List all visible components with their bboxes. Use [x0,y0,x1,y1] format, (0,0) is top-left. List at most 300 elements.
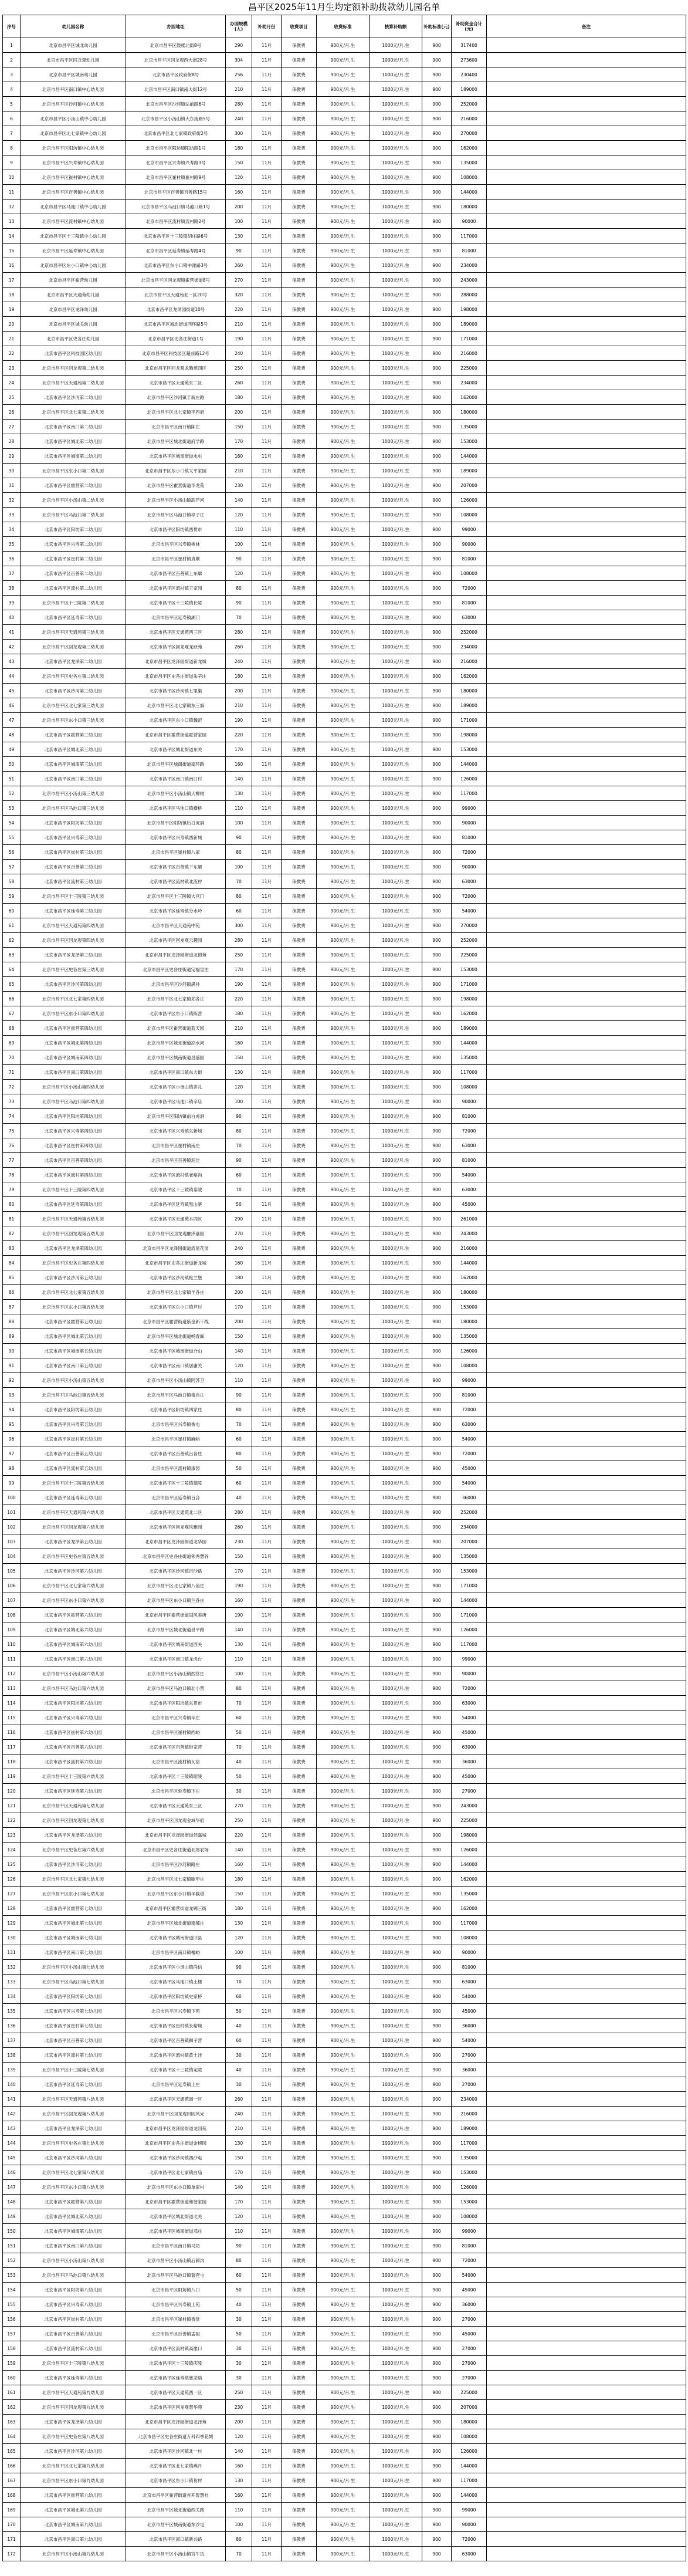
table-cell: 1000元/月.生 [370,1226,422,1241]
table-row [3,1021,686,1036]
table-cell: 北京市昌平区回龙观云趣园 [126,933,226,948]
table-cell: 900 [422,346,452,361]
table-cell: 北京市昌平区十三陵镇大宫门 [126,889,226,904]
table-cell: 162000 [452,669,487,684]
table-cell: 71 [3,1065,21,1080]
table-cell: 1000元/月.生 [370,2180,422,2195]
table-row [3,522,686,537]
table-cell: 13 [3,214,21,229]
table-cell: 9 [3,155,21,170]
table-cell: 北京市昌平区天通苑第八幼儿园 [21,2092,126,2107]
table-cell [487,2165,686,2180]
table-cell: 11月 [252,1843,282,1857]
table-cell: 北京市昌平区崔村第二幼儿园 [21,552,126,566]
table-cell: 11月 [252,2429,282,2444]
table-cell: 保教费 [282,816,317,830]
table-cell: 11月 [252,2048,282,2063]
table-cell [487,111,686,126]
table-cell: 保教费 [282,2121,317,2136]
table-cell: 北京市昌平区北七家第三幼儿园 [21,698,126,713]
table-cell: 北京市昌平区天通苑第四幼儿园 [21,918,126,933]
table-cell: 保教费 [282,1828,317,1843]
table-cell: 900元/月.生 [317,1080,370,1094]
table-cell: 60 [226,1168,252,1182]
table-cell: 北京市昌平区史各庄街道领秀慧谷 [126,1549,226,1564]
table-cell: 900元/月.生 [317,1124,370,1138]
table-cell [487,2488,686,2503]
table-cell: 11月 [252,2136,282,2151]
table-cell: 50 [226,1461,252,1476]
table-cell: 230 [226,478,252,493]
table-cell: 180 [226,390,252,405]
table-cell: 280 [226,625,252,640]
table-cell: 11月 [252,1300,282,1314]
table-cell: 144000 [452,449,487,464]
table-cell: 1000元/月.生 [370,1813,422,1828]
table-cell: 900元/月.生 [317,1109,370,1124]
table-cell: 1000元/月.生 [370,2107,422,2121]
table-cell: 1000元/月.生 [370,1168,422,1182]
table-cell: 900 [422,1696,452,1710]
table-cell: 1000元/月.生 [370,405,422,420]
table-cell: 11月 [252,640,282,654]
table-cell: 900 [422,2473,452,2488]
table-cell: 160 [226,1036,252,1050]
table-cell: 1000元/月.生 [370,772,422,786]
table-cell: 11月 [252,214,282,229]
table-cell: 1000元/月.生 [370,97,422,111]
table-cell: 11月 [252,229,282,244]
table-cell: 1000元/月.生 [370,1740,422,1754]
table-cell: 11月 [252,2151,282,2165]
table-cell [487,2004,686,2019]
table-cell: 北京市昌平区延寿第五幼儿园 [21,1490,126,1505]
table-cell: 保教费 [282,904,317,918]
table-cell: 900元/月.生 [317,2385,370,2400]
table-cell: 144000 [452,1036,487,1050]
table-cell: 50 [226,1197,252,1212]
table-cell: 900元/月.生 [317,669,370,684]
table-cell: 保教费 [282,977,317,992]
table-cell: 900 [422,596,452,610]
table-row [3,126,686,141]
table-cell: 900 [422,2209,452,2224]
table-cell: 保教费 [282,258,317,273]
table-cell: 保教费 [282,1490,317,1505]
table-cell: 900元/月.生 [317,2121,370,2136]
table-cell: 1000元/月.生 [370,1373,422,1388]
table-cell: 900 [422,1388,452,1402]
table-cell: 保教费 [282,1256,317,1270]
table-cell: 北京市昌平区史各庄街道新龙城 [126,1256,226,1270]
table-row [3,67,686,82]
table-cell: 北京市昌平区阳坊镇阳坊路1号 [126,141,226,155]
table-cell: 900元/月.生 [317,2107,370,2121]
table-cell: 北京市昌平区龙泽第五幼儿园 [21,1534,126,1549]
table-cell: 1000元/月.生 [370,2268,422,2283]
table-cell: 1000元/月.生 [370,346,422,361]
table-cell [487,1931,686,1945]
table-cell: 保教费 [282,933,317,948]
table-cell: 63000 [452,1740,487,1754]
table-cell [487,1256,686,1270]
table-cell: 1000元/月.生 [370,1432,422,1446]
table-cell: 900元/月.生 [317,1754,370,1769]
table-cell: 北京市昌平区兴寿第四幼儿园 [21,1124,126,1138]
table-cell: 11月 [252,1872,282,1887]
table-cell: 110 [226,1373,252,1388]
table-cell: 北京市昌平区史各庄街道朱辛庄 [126,669,226,684]
table-cell: 11月 [252,581,282,596]
table-cell: 900元/月.生 [317,2239,370,2253]
table-cell: 900 [422,2033,452,2048]
table-row [3,1916,686,1931]
table-cell: 11月 [252,1241,282,1256]
table-cell: 23 [3,361,21,376]
table-cell: 北京市昌平区龙泽园街道龙回苑 [126,2121,226,2136]
table-cell: 北京市昌平区城北街道北关 [126,2209,226,2224]
table-row [3,288,686,302]
table-cell: 153000 [452,2195,487,2209]
table-cell: 1000元/月.生 [370,1505,422,1520]
table-cell: 900 [422,1872,452,1887]
table-cell: 900元/月.生 [317,1564,370,1578]
table-cell: 保教费 [282,801,317,816]
table-cell: 保教费 [282,992,317,1006]
column-header: 办园地址 [126,15,226,38]
table-cell: 1000元/月.生 [370,1490,422,1505]
table-cell: 900元/月.生 [317,53,370,67]
table-cell: 11月 [252,1080,282,1094]
table-cell: 120 [226,508,252,522]
table-cell [487,2547,686,2561]
table-cell [487,2327,686,2341]
table-cell: 1000元/月.生 [370,1681,422,1696]
table-cell: 98 [3,1461,21,1476]
table-cell: 北京市昌平区北七家镇八仙庄 [126,1578,226,1593]
table-row [3,1564,686,1578]
table-cell: 1000元/月.生 [370,1931,422,1945]
table-cell: 北京市昌平区霍营第四幼儿园 [21,1021,126,1036]
table-cell: 北京市昌平区史各庄街道1号 [126,332,226,346]
table-cell: 109 [3,1622,21,1637]
table-cell: 900 [422,1065,452,1080]
table-cell: 1000元/月.生 [370,2517,422,2532]
table-cell: 900元/月.生 [317,1138,370,1153]
table-cell: 11月 [252,977,282,992]
table-cell: 北京市昌平区百善镇泥洼 [126,1153,226,1168]
table-cell: 北京市昌平区十三陵第八幼儿园 [21,2356,126,2371]
table-cell: 189000 [452,2121,487,2136]
table-cell: 北京市昌平区兴寿镇下苑 [126,2004,226,2019]
table-cell: 北京市昌平区霍营第三幼儿园 [21,728,126,742]
table-cell: 900元/月.生 [317,1006,370,1021]
table-cell: 1000元/月.生 [370,2532,422,2547]
table-cell: 105 [3,1564,21,1578]
table-cell: 252000 [452,625,487,640]
table-cell: 153000 [452,742,487,757]
table-cell [487,185,686,200]
table-cell: 45000 [452,2283,487,2297]
table-cell: 北京市昌平区北七家第四幼儿园 [21,992,126,1006]
table-cell: 900元/月.生 [317,1784,370,1799]
table-row [3,2473,686,2488]
table-cell: 900元/月.生 [317,258,370,273]
table-cell: 11月 [252,1989,282,2004]
table-cell: 900元/月.生 [317,332,370,346]
table-cell: 北京市昌平区东小口镇魏窑 [126,713,226,728]
table-cell: 170 [226,962,252,977]
table-cell: 90000 [452,2517,487,2532]
table-cell: 900元/月.生 [317,1549,370,1564]
table-cell: 保教费 [282,1505,317,1520]
table-cell: 11月 [252,1887,282,1901]
table-cell: 1000元/月.生 [370,2459,422,2473]
table-cell: 117 [3,1740,21,1754]
table-cell: 保教费 [282,53,317,67]
table-cell: 900 [422,2151,452,2165]
table-cell: 900 [422,1666,452,1681]
table-cell: 11月 [252,53,282,67]
table-cell: 保教费 [282,948,317,962]
table-cell: 240 [226,2107,252,2121]
table-cell: 165 [3,2444,21,2459]
table-cell: 保教费 [282,1226,317,1241]
table-cell [487,2063,686,2077]
table-cell: 96 [3,1432,21,1446]
table-cell: 900元/月.生 [317,610,370,625]
table-row [3,918,686,933]
table-cell: 北京市昌平区小汤山镇后蔺沟 [126,2253,226,2268]
table-cell: 240 [226,346,252,361]
table-cell: 保教费 [282,860,317,874]
table-cell [487,1373,686,1388]
table-cell: 北京市昌平区史各庄街道万科四季花城 [126,2429,226,2444]
table-cell: 900 [422,229,452,244]
table-cell: 保教费 [282,2297,317,2312]
table-cell: 108000 [452,1358,487,1373]
table-cell: 900 [422,1916,452,1931]
table-cell [487,2517,686,2532]
table-cell: 900元/月.生 [317,405,370,420]
table-cell: 200 [226,2415,252,2429]
table-cell: 北京市昌平区北七家镇中心幼儿园 [21,126,126,141]
table-cell: 北京市昌平区马池口第三幼儿园 [21,801,126,816]
table-cell: 900元/月.生 [317,434,370,449]
table-cell: 1000元/月.生 [370,53,422,67]
table-cell: 90 [226,1109,252,1124]
table-cell: 45000 [452,1769,487,1784]
table-cell: 144000 [452,185,487,200]
table-cell: 900 [422,889,452,904]
table-cell: 保教费 [282,1989,317,2004]
table-cell: 900 [422,302,452,317]
table-cell: 900 [422,2312,452,2327]
table-cell: 900元/月.生 [317,684,370,698]
table-row [3,1256,686,1270]
table-row [3,1989,686,2004]
table-cell: 81000 [452,1388,487,1402]
table-cell: 1000元/月.生 [370,1637,422,1652]
table-cell: 保教费 [282,566,317,581]
table-cell: 保教费 [282,1901,317,1916]
table-cell: 北京市昌平区阳坊第二幼儿园 [21,522,126,537]
table-cell: 11月 [252,1696,282,1710]
table-cell: 1000元/月.生 [370,2063,422,2077]
table-cell: 90 [226,1153,252,1168]
table-cell: 260 [226,376,252,390]
table-cell: 90 [3,1344,21,1358]
table-row [3,669,686,684]
table-cell: 保教费 [282,786,317,801]
table-cell: 11月 [252,1534,282,1549]
table-cell: 北京市昌平区兴寿第六幼儿园 [21,1710,126,1725]
table-cell: 北京市昌平区东小口第四幼儿园 [21,1006,126,1021]
table-cell: 900元/月.生 [317,2473,370,2488]
table-cell: 50 [3,757,21,772]
table-cell: 保教费 [282,111,317,126]
table-cell: 171000 [452,713,487,728]
table-cell: 11月 [252,1740,282,1754]
table-cell: 1000元/月.生 [370,874,422,889]
table-row [3,845,686,860]
table-row [3,816,686,830]
table-cell [487,1549,686,1564]
table-cell [487,346,686,361]
table-cell: 北京市昌平区史各庄第四幼儿园 [21,1256,126,1270]
table-cell: 1000元/月.生 [370,1344,422,1358]
table-cell: 北京市昌平区东小口镇太平家园 [126,464,226,478]
table-cell [487,757,686,772]
table-cell: 北京市昌平区回龙观第八幼儿园 [21,2107,126,2121]
table-cell: 900 [422,111,452,126]
table-cell: 900元/月.生 [317,1300,370,1314]
table-cell: 216000 [452,654,487,669]
table-cell: 1000元/月.生 [370,2136,422,2151]
table-cell: 27000 [452,2312,487,2327]
table-cell: 北京市昌平区流村第六幼儿园 [21,1754,126,1769]
table-row [3,2283,686,2297]
table-cell: 900元/月.生 [317,1168,370,1182]
table-cell: 900元/月.生 [317,155,370,170]
table-cell: 25 [3,390,21,405]
table-cell: 保教费 [282,1769,317,1784]
table-cell: 北京市昌平区马池口镇辛店 [126,1094,226,1109]
table-cell: 234000 [452,2092,487,2107]
table-cell: 900元/月.生 [317,1696,370,1710]
table-cell: 80 [226,889,252,904]
table-cell: 144 [3,2136,21,2151]
table-cell: 保教费 [282,1975,317,1989]
table-cell: 北京市昌平区龙泽园街道龙锦苑 [126,948,226,962]
table-cell: 北京市昌平区百善镇中心幼儿园 [21,185,126,200]
table-cell: 117000 [452,1065,487,1080]
table-cell: 1000元/月.生 [370,229,422,244]
table-cell: 北京市昌平区兴寿镇兴寿路3号 [126,155,226,170]
table-cell: 32 [3,493,21,508]
table-cell: 保教费 [282,1124,317,1138]
table-cell: 北京市昌平区龙泽园街道佰嘉城 [126,1828,226,1843]
table-cell: 11月 [252,390,282,405]
table-cell: 172 [3,2547,21,2561]
table-cell: 北京市昌平区沙河镇路庄 [126,1857,226,1872]
table-cell: 900 [422,2019,452,2033]
table-cell: 130 [226,1637,252,1652]
table-cell: 900元/月.生 [317,1740,370,1754]
table-cell: 900 [422,2283,452,2297]
table-cell: 保教费 [282,1725,317,1740]
table-cell [487,1344,686,1358]
table-cell: 11月 [252,2488,282,2503]
table-cell: 北京市昌平区城南第九幼儿园 [21,2517,126,2532]
table-cell: 63000 [452,874,487,889]
table-row [3,2077,686,2092]
table-cell: 252000 [452,1505,487,1520]
table-cell: 900元/月.生 [317,2312,370,2327]
table-cell: 220 [226,302,252,317]
table-cell: 116 [3,1725,21,1740]
table-cell: 40 [3,610,21,625]
table-cell: 17 [3,273,21,288]
column-header: 补助资金合计(元) [452,15,487,38]
table-cell: 11月 [252,2517,282,2532]
table-cell: 1000元/月.生 [370,786,422,801]
table-cell: 1000元/月.生 [370,493,422,508]
table-cell: 900元/月.生 [317,346,370,361]
table-cell: 46 [3,698,21,713]
table-cell [487,405,686,420]
table-cell: 900 [422,860,452,874]
table-cell: 11月 [252,1564,282,1578]
table-cell: 900 [422,1857,452,1872]
table-row [3,566,686,581]
table-cell: 90 [226,596,252,610]
table-cell: 91 [3,1358,21,1373]
table-cell: 1000元/月.生 [370,581,422,596]
table-cell: 900 [422,2400,452,2415]
table-row [3,654,686,669]
table-cell: 11月 [252,1153,282,1168]
table-cell: 50 [226,1769,252,1784]
table-cell: 900 [422,2077,452,2092]
table-cell: 900 [422,97,452,111]
table-cell: 11月 [252,185,282,200]
table-cell: 140 [226,493,252,508]
table-cell: 900 [422,1197,452,1212]
table-cell: 190 [226,713,252,728]
table-cell [487,449,686,464]
table-cell [487,1813,686,1828]
table-cell: 207000 [452,478,487,493]
table-row [3,1872,686,1887]
table-cell: 130 [226,786,252,801]
table-cell: 保教费 [282,1138,317,1153]
table-cell: 保教费 [282,1916,317,1931]
table-cell: 北京市昌平区兴寿第二幼儿园 [21,537,126,552]
table-cell: 北京市昌平区霍营街道龙锦三街 [126,1901,226,1916]
table-cell: 北京市昌平区鼓楼北街8号 [126,38,226,53]
table-cell: 北京市昌平区流村镇黄土洼 [126,2048,226,2063]
table-row [3,2019,686,2033]
table-cell: 1000元/月.生 [370,522,422,537]
table-cell [487,2209,686,2224]
table-cell [487,1270,686,1285]
table-cell: 保教费 [282,2283,317,2297]
table-cell: 900元/月.生 [317,1666,370,1681]
table-cell [487,1300,686,1314]
table-cell: 155 [3,2297,21,2312]
table-cell: 1000元/月.生 [370,420,422,434]
